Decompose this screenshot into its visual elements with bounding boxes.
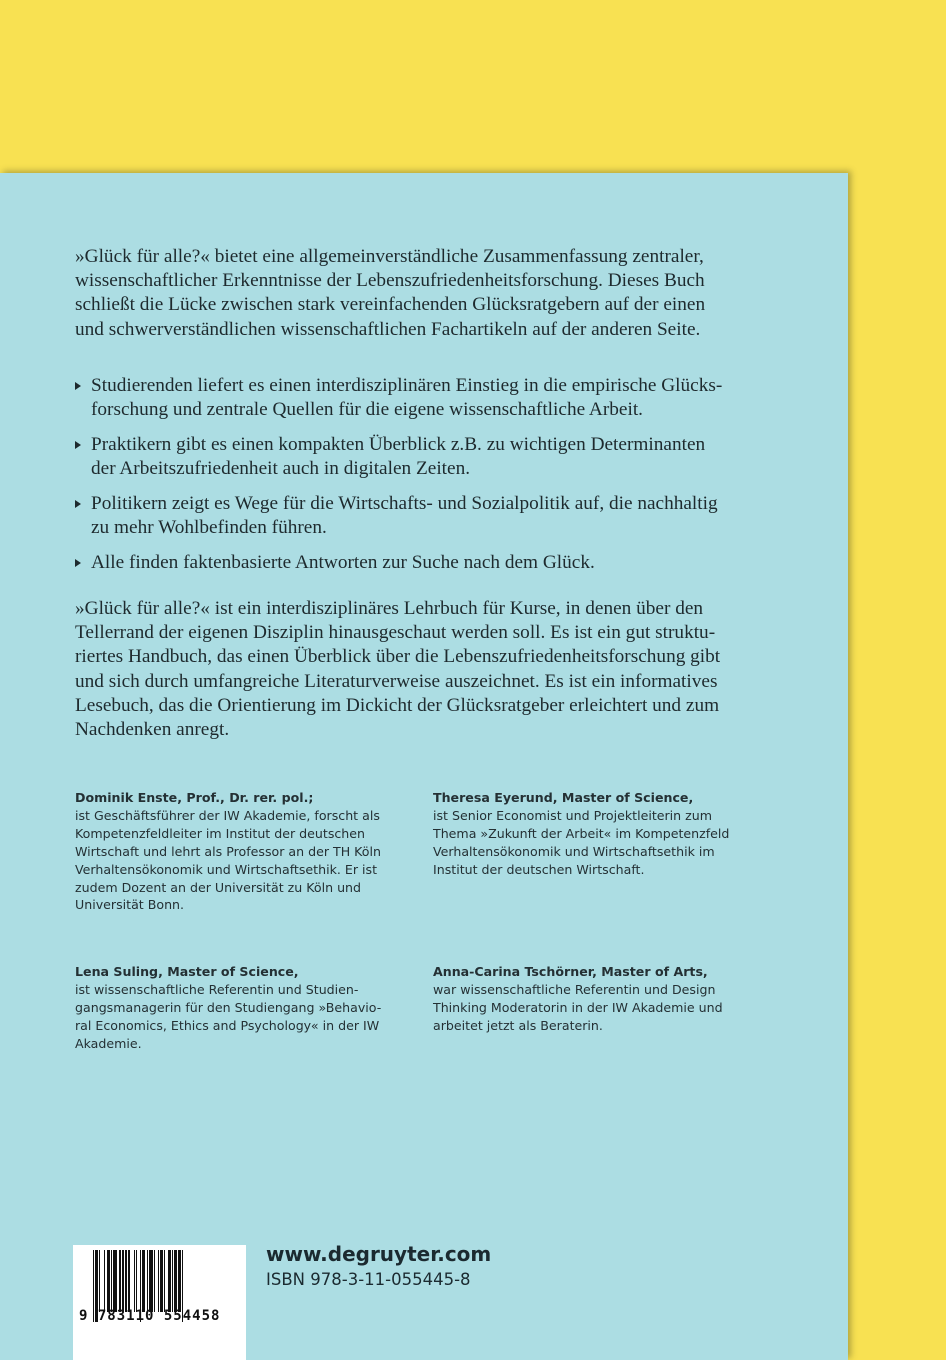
text-line: ist Senior Economist und Projektleiterin zum: [433, 807, 713, 823]
triangle-bullet-icon: [75, 382, 81, 390]
summary-paragraph: [75, 597, 720, 742]
publisher-url[interactable]: www.degruyter.com: [266, 1242, 492, 1266]
isbn: ISBN 978-3-11-055445-8: [266, 1270, 471, 1289]
text-line: gangsmanagerin für den Studiengang »Behavio-: [75, 999, 382, 1015]
triangle-bullet-icon: [75, 441, 81, 449]
text-line: Thinking Moderatorin in der IW Akademie und: [433, 999, 723, 1015]
bullet-item: [75, 492, 718, 540]
text-line: schließt die Lücke zwischen stark vereinfachenden Glücksratgebern auf der einen: [75, 294, 706, 316]
text-line: Politikern zeigt es Wege für die Wirtschafts- und Sozialpolitik auf, die nachhaltig: [91, 493, 718, 514]
intro-paragraph: [75, 245, 705, 342]
barcode: [73, 1245, 246, 1360]
text-line: und sich durch umfangreiche Literaturverweise auszeichnet. Es ist ein informatives: [75, 670, 718, 692]
triangle-bullet-icon: [75, 559, 81, 567]
text-line: »Glück für alle?« bietet eine allgemeinverständliche Zusammenfassung zentraler,: [75, 246, 704, 267]
author-bio: [433, 963, 723, 1035]
text-line: war wissenschaftliche Referentin und Design: [433, 981, 716, 997]
text-line: Tellerrand der eigenen Disziplin hinausgeschaut werden soll. Es ist ein gut struktu-: [75, 622, 716, 644]
text-line: Nachdenken anregt.: [75, 719, 230, 741]
text-line: ral Economics, Ethics and Psychology« in der IW: [75, 1017, 380, 1033]
bullet-item: [75, 551, 595, 575]
text-line: forschung und zentrale Quellen für die eigene wissenschaftliche Arbeit.: [91, 399, 643, 421]
text-line: zu mehr Wohlbefinden führen.: [91, 517, 327, 539]
text-line: und schwerverständlichen wissenschaftlichen Fachartikeln auf der anderen Seite.: [75, 318, 701, 340]
text-line: Kompetenzfeldleiter im Institut der deutschen: [75, 825, 366, 841]
author-bio: [433, 789, 729, 879]
author-name: Theresa Eyerund, Master of Science,: [433, 790, 694, 805]
barcode-digits: 9 783110 554458: [79, 1308, 221, 1324]
text-line: der Arbeitszufriedenheit auch in digitalen Zeiten.: [91, 458, 471, 480]
author-bio: [75, 963, 381, 1053]
text-line: Lesebuch, das die Orientierung im Dickicht der Glücksratgeber erleichtert und zum: [75, 694, 720, 716]
author-name: Lena Suling, Master of Science,: [75, 964, 299, 979]
bullet-item: [75, 374, 722, 422]
text-line: Verhaltensökonomik und Wirtschaftsethik im: [433, 843, 715, 859]
text-line: Wirtschaft und lehrt als Professor an der TH Köln: [75, 843, 381, 859]
author-bio: [75, 789, 381, 914]
text-line: Universität Bonn.: [75, 897, 185, 913]
text-line: Praktikern gibt es einen kompakten Überblick z.B. zu wichtigen Determinanten: [91, 434, 706, 455]
text-line: Verhaltensökonomik und Wirtschaftsethik. Er ist: [75, 861, 378, 877]
text-line: riertes Handbuch, das einen Überblick über die Lebenszufriedenheitsforschung gibt: [75, 646, 721, 668]
text-line: wissenschaftlicher Erkenntnisse der Lebenszufriedenheitsforschung. Dieses Buch: [75, 270, 705, 292]
text-line: Alle finden faktenbasierte Antworten zur Suche nach dem Glück.: [91, 552, 595, 573]
text-line: ist Geschäftsführer der IW Akademie, forscht als: [75, 807, 380, 823]
back-cover-panel: [0, 173, 848, 1360]
text-line: arbeitet jetzt als Beraterin.: [433, 1017, 603, 1033]
text-line: Thema »Zukunft der Arbeit« im Kompetenzfeld: [433, 825, 730, 841]
text-line: Institut der deutschen Wirtschaft.: [433, 861, 645, 877]
author-name: Anna-Carina Tschörner, Master of Arts,: [433, 964, 708, 979]
text-line: Studierenden liefert es einen interdisziplinären Einstieg in die empirische Glücks-: [91, 375, 723, 396]
author-name: Dominik Enste, Prof., Dr. rer. pol.;: [75, 790, 314, 805]
text-line: zudem Dozent an der Universität zu Köln und: [75, 879, 362, 895]
text-line: ist wissenschaftliche Referentin und Studien-: [75, 981, 359, 997]
triangle-bullet-icon: [75, 500, 81, 508]
text-line: »Glück für alle?« ist ein interdisziplinäres Lehrbuch für Kurse, in denen über den: [75, 598, 704, 619]
text-line: Akademie.: [75, 1035, 142, 1051]
bullet-item: [75, 433, 705, 481]
